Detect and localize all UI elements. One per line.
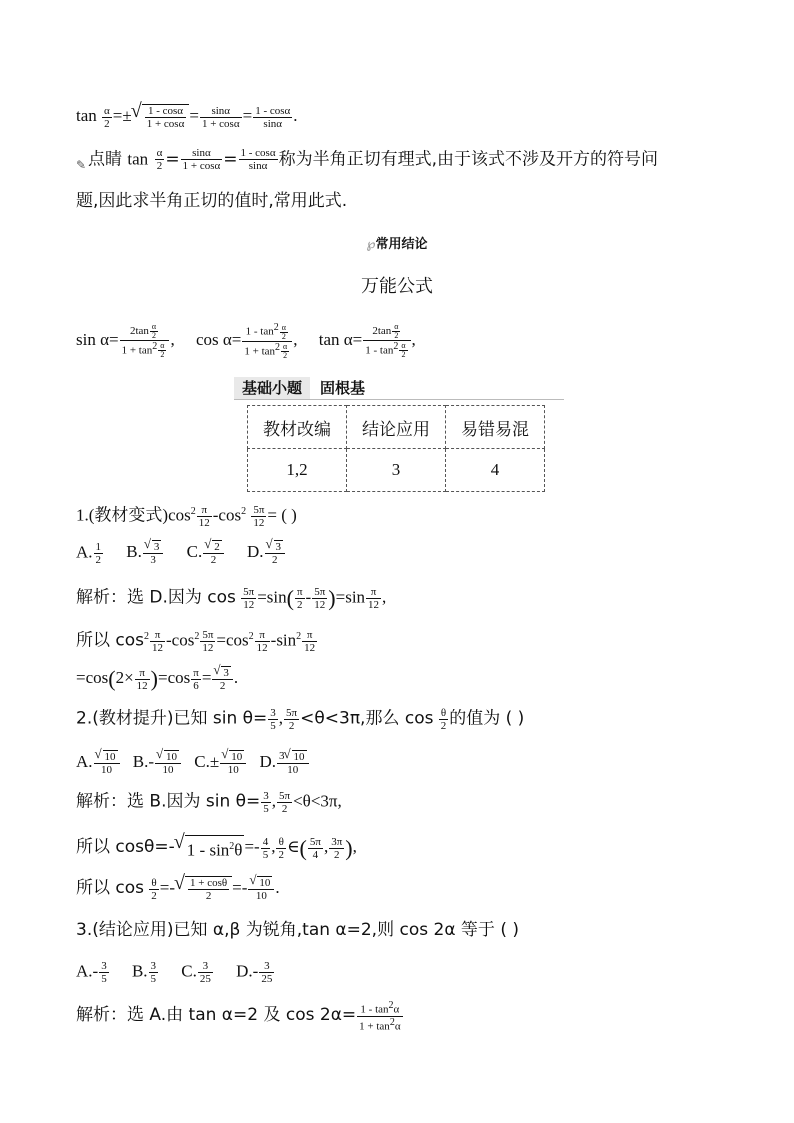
option-b[interactable]: B. √ $\frac{3}{3}$ xyxy=(126,540,164,566)
pencil-icon: ✎ xyxy=(76,157,87,172)
question-2-stem: 2.(教材提升)已知 sin θ= $\frac{3}{5}$ , $\frac{5\pi}{2}$ <θ<3π,那么 cos $\frac{\theta}{2}$ 的值为 ( ) xyxy=(76,707,525,732)
option-a[interactable]: A.- $\frac{3}{5}$ xyxy=(76,960,107,985)
option-c[interactable]: C.± √ $\frac{10}{10}$ xyxy=(194,750,247,776)
table-cell: 4 xyxy=(446,449,545,492)
table-header: 结论应用 xyxy=(347,406,446,449)
question-2-solution-3: 所以 cos $\frac{\theta}{2}$ =- √ $\frac{1 + \cos\theta}{2}$ =- √ $\frac{10}{10}$ . xyxy=(76,876,280,902)
option-c[interactable]: C. √ $\frac{2}{2}$ xyxy=(187,540,225,566)
option-d[interactable]: D.- $\frac{3}{25}$ xyxy=(236,960,273,985)
note-line-2: 题,因此求半角正切的值时,常用此式. xyxy=(76,191,348,211)
option-b[interactable]: B. $\frac{3}{5}$ xyxy=(131,960,157,985)
option-a[interactable]: A. $\frac{1}{2}$ xyxy=(76,540,102,566)
option-c[interactable]: C. $\frac{3}{25}$ xyxy=(181,960,211,985)
table-cell: 1,2 xyxy=(248,449,347,492)
table-header: 易错易混 xyxy=(446,406,545,449)
option-b[interactable]: B.- √ $\frac{10}{10}$ xyxy=(133,750,182,776)
question-1-stem: 1.(教材变式)$\cos^2$ $\frac{\pi}{12}$ $-\cos^2$ $\frac{5\pi}{12}$ = ( ) xyxy=(76,504,297,530)
table-header: 教材改编 xyxy=(248,406,347,449)
question-1-solution-3: =cos(2× $\frac{\pi}{12}$ )=cos $\frac{\pi}{6}$ = √ $\frac{3}{2}$ . xyxy=(76,666,238,692)
banner-right: 固根基 xyxy=(320,379,366,397)
question-1-options xyxy=(76,540,304,566)
question-3-stem: 3.(结论应用)已知 α,β 为锐角,tan α=2,则 cos 2α 等于 ( ) xyxy=(76,920,519,940)
question-1-solution-1: 解析：选 D.因为 cos $\frac{5\pi}{12}$ =sin( $\frac{\pi}{2}$ - $\frac{5\pi}{12}$ )=sin $\frac{\pi}{12}$ , xyxy=(76,585,387,611)
question-3-solution: 解析：选 A.由 tan α=2 及 cos 2α= $\frac{1 - \tan 2\alpha}{1 + \tan 2\alpha}$ xyxy=(76,1000,401,1033)
universal-formulas: sin α= 2tan $\frac{\alpha}{2}$ 1 + tan2 $\frac{\alpha}{2}$ , cos α= 1 - tan2 $\frac{\alpha}{2}$ 1 + tan2 $\frac{\alpha}{2}$ , tan α= 2tan $\frac{\alpha}{2}$ 1 - tan2 $\frac{\alpha}{2}$ , xyxy=(76,321,416,361)
section-banner xyxy=(234,377,375,399)
reference-table xyxy=(247,405,545,492)
question-3-options xyxy=(76,960,293,985)
option-d[interactable]: D. √ $\frac{3}{2}$ xyxy=(247,540,286,566)
question-1-solution-2: 所以 $\cos^2$ $\frac{\pi}{12}$ $-\cos^2$ $\frac{5\pi}{12}$ $=\cos^2$ $\frac{\pi}{12}$ $-\sin^2$ $\frac{\pi}{12}$ xyxy=(76,629,316,655)
section-title: 万能公式 xyxy=(361,276,433,297)
section-tag: ℘常用结论 xyxy=(366,237,428,252)
banner-left: 基础小题 xyxy=(234,377,310,399)
fraction-alpha-over-2: $\frac{\alpha}{2}$ xyxy=(104,104,110,130)
option-a[interactable]: A. √ $\frac{10}{10}$ xyxy=(76,750,121,776)
question-2-solution-1: 解析：选 B.因为 sin θ= $\frac{3}{5}$ , $\frac{5\pi}{2}$ <θ<3π, xyxy=(76,790,342,815)
question-2-options xyxy=(76,750,328,776)
formula-half-angle-tangent: tan $\frac{\alpha}{2}$ =± √ $\frac{1 - \cos\alpha}{1 + \cos\alpha}$ = $\frac{\sin\alpha}{1 + \cos\alpha}$ = $\frac{1 - \cos\alpha}{\sin\alpha}$ . xyxy=(76,104,298,130)
table-cell: 3 xyxy=(347,449,446,492)
note-line: ✎ 点睛 tan $\frac{\alpha}{2}$ = $\frac{\sin\alpha}{1 + \cos\alpha}$ = $\frac{1 - \cos\alpha}{\sin\alpha}$ 称为半角正切有理式,由于该式不涉及开方的符号问 xyxy=(76,147,658,172)
radical: √ $\frac{1 - \cos\alpha}{1 + \cos\alpha}$ xyxy=(142,104,190,130)
option-d[interactable]: D. $\frac{3√ 10}{10}$ xyxy=(259,750,309,776)
question-2-solution-2: 所以 cosθ=-√ $1 - \sin^2\theta$ =- $\frac{4}{5}$ , $\frac{\theta}{2}$ ∈( $\frac{5\pi}{4}$ , $\frac{3\pi}{2}$ ), xyxy=(76,835,357,862)
